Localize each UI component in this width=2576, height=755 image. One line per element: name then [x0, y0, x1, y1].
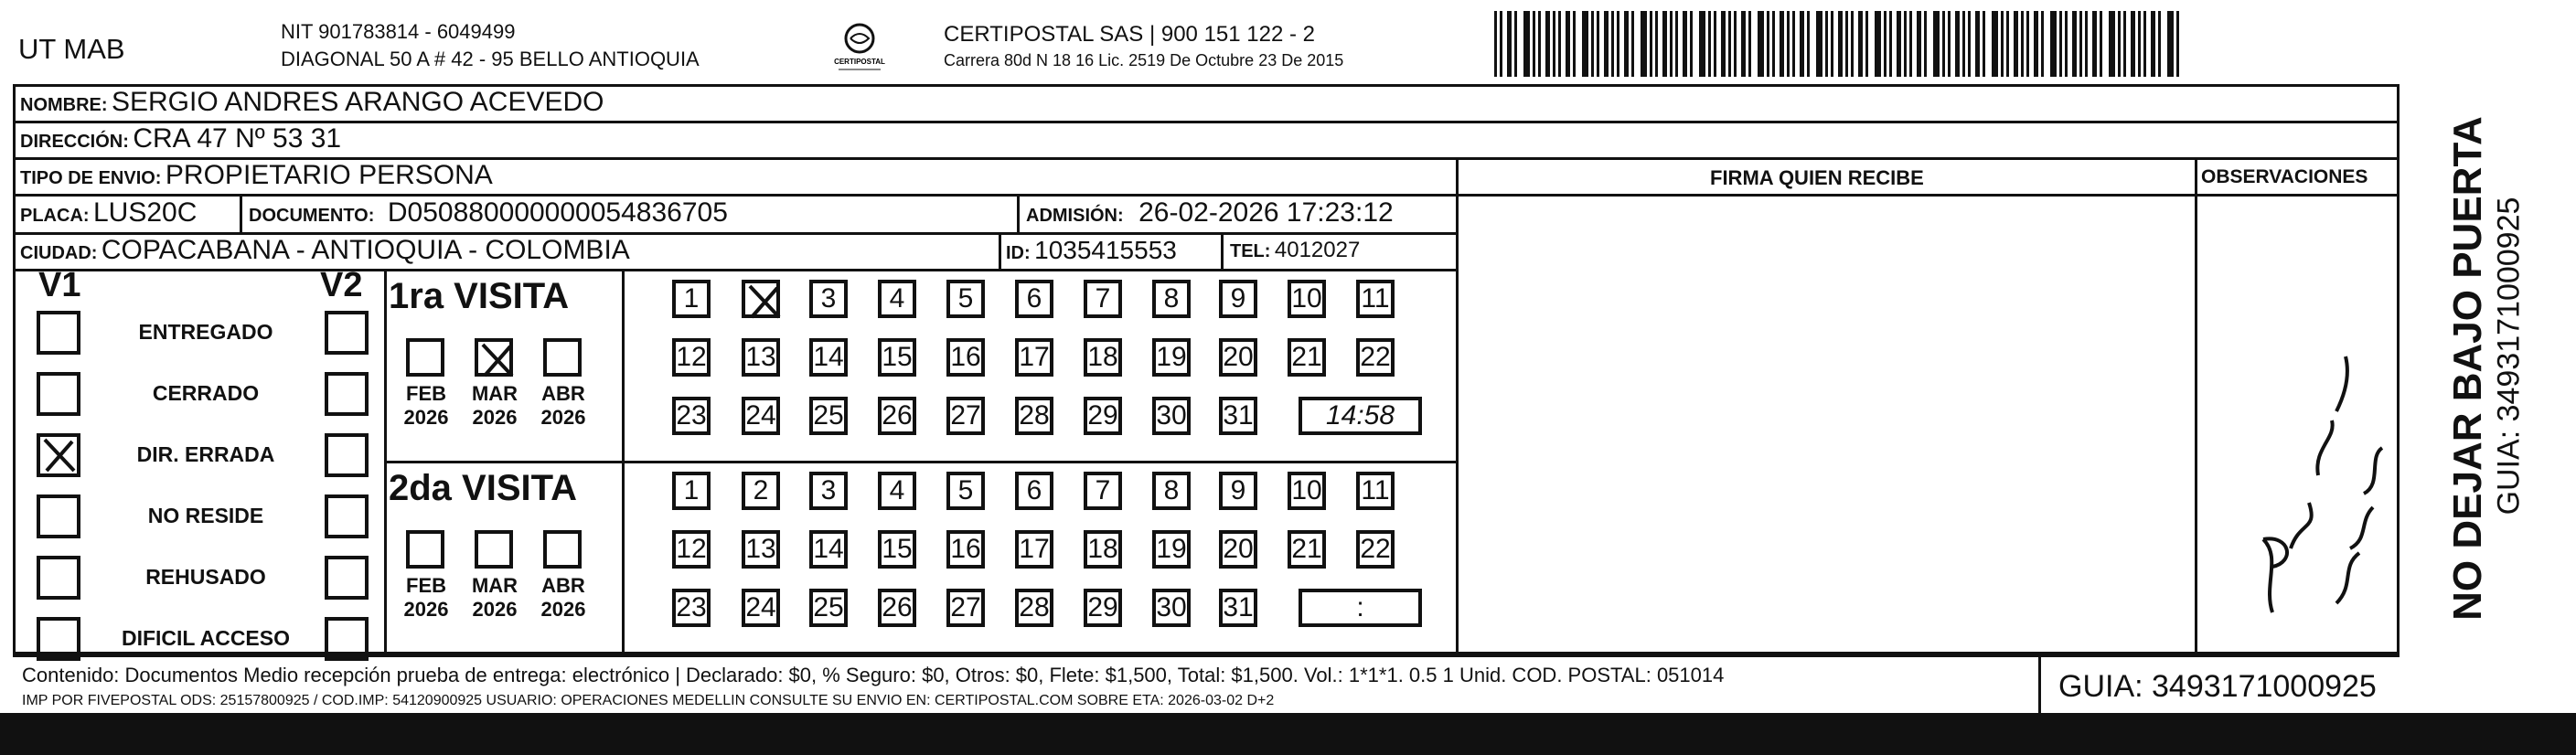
day-box[interactable]: 19	[1152, 338, 1191, 377]
day-box[interactable]: 1	[672, 472, 711, 510]
tel-row	[1230, 238, 1360, 263]
day-box[interactable]: 20	[1219, 530, 1257, 569]
day-box[interactable]: 25	[809, 589, 848, 627]
month-checkbox[interactable]	[406, 338, 444, 377]
nombre-row	[20, 87, 604, 118]
day-box[interactable]: 29	[1084, 589, 1122, 627]
day-box[interactable]: 14	[809, 530, 848, 569]
day-box[interactable]: 30	[1152, 589, 1191, 627]
side-vertical	[2400, 84, 2576, 654]
day-box[interactable]: 17	[1015, 530, 1053, 569]
day-box[interactable]: 24	[742, 589, 780, 627]
tipo-envio-value: PROPIETARIO PERSONA	[165, 160, 493, 190]
day-box[interactable]: 29	[1084, 397, 1122, 435]
documento-value: D050880000000054836705	[387, 197, 728, 228]
day-box[interactable]: 7	[1084, 472, 1122, 510]
x-mark-icon	[39, 436, 78, 474]
month-checkbox[interactable]	[543, 338, 582, 377]
month-label: MAR 2026	[471, 574, 518, 621]
svg-text:CERTIPOSTAL: CERTIPOSTAL	[834, 58, 885, 66]
v1-status-checkbox[interactable]	[37, 311, 80, 355]
day-box[interactable]: 23	[672, 397, 711, 435]
id-row	[1006, 236, 1177, 265]
day-box[interactable]: 10	[1288, 280, 1326, 318]
placa-value: LUS20C	[93, 197, 198, 228]
barcode-graphic	[1494, 11, 2185, 77]
ciudad-label: CIUDAD:	[20, 243, 98, 263]
footer-imp: IMP POR FIVEPOSTAL ODS: 25157800925 / COD.IMP: 54120900925 USUARIO: OPERACIONES MEDELLIN CONSULTE SU ENVIO EN: CERTIPOSTAL.COM SOBRE ETA: 2026-03-02 D+2	[22, 693, 1275, 708]
day-box[interactable]: 18	[1084, 530, 1122, 569]
day-box[interactable]: 25	[809, 397, 848, 435]
tel-value: 4012027	[1274, 238, 1361, 262]
day-box[interactable]	[742, 280, 780, 318]
day-box[interactable]: 4	[878, 280, 916, 318]
day-box[interactable]: 3	[809, 472, 848, 510]
v2-status-checkbox[interactable]	[325, 311, 369, 355]
status-label: DIFICIL ACCESO	[121, 626, 290, 650]
day-box[interactable]: 22	[1356, 338, 1395, 377]
x-mark-icon	[477, 341, 516, 379]
x-mark-icon	[744, 282, 783, 321]
v2-status-checkbox[interactable]	[325, 494, 369, 538]
admision-row	[1026, 197, 1394, 229]
id-label: ID:	[1006, 243, 1031, 263]
day-box[interactable]: 12	[672, 338, 711, 377]
placa-label: PLACA:	[20, 206, 90, 226]
footer-guia: GUIA: 3493171000925	[2058, 669, 2377, 704]
v1-status-checkbox[interactable]	[37, 372, 80, 416]
sender-address: DIAGONAL 50 A # 42 - 95 BELLO ANTIOQUIA	[281, 48, 700, 70]
day-box[interactable]: 27	[946, 589, 985, 627]
v2-status-checkbox[interactable]	[325, 372, 369, 416]
status-label: DIR. ERRADA	[136, 442, 275, 466]
direccion-value: CRA 47 Nº 53 31	[133, 123, 342, 154]
month-checkbox[interactable]	[475, 530, 513, 569]
handwritten-observation	[2208, 338, 2391, 622]
day-box[interactable]: 11	[1356, 472, 1395, 510]
second-visit-title: 2da VISITA	[389, 468, 577, 508]
status-label: CERRADO	[152, 381, 260, 405]
month-checkbox[interactable]	[475, 338, 513, 377]
month-checkbox[interactable]	[543, 530, 582, 569]
day-box[interactable]: 26	[878, 397, 916, 435]
status-label: REHUSADO	[145, 565, 266, 589]
day-box[interactable]: 24	[742, 397, 780, 435]
v2-status-checkbox[interactable]	[325, 433, 369, 477]
time-box[interactable]: 14:58	[1299, 397, 1422, 435]
id-value: 1035415553	[1034, 236, 1177, 264]
month-label: MAR 2026	[471, 382, 518, 429]
first-visit-title: 1ra VISITA	[389, 276, 570, 316]
day-box[interactable]: 11	[1356, 280, 1395, 318]
day-box[interactable]: 14	[809, 338, 848, 377]
certipostal-logo-icon	[828, 20, 892, 75]
tel-label: TEL:	[1230, 241, 1271, 261]
month-checkbox[interactable]	[406, 530, 444, 569]
day-box[interactable]: 19	[1152, 530, 1191, 569]
day-box[interactable]: 22	[1356, 530, 1395, 569]
v2-status-checkbox[interactable]	[325, 556, 369, 600]
month-label: ABR 2026	[540, 574, 586, 621]
admision-value: 26-02-2026 17:23:12	[1138, 197, 1394, 228]
day-box[interactable]: 17	[1015, 338, 1053, 377]
day-box[interactable]: 18	[1084, 338, 1122, 377]
time-box[interactable]: :	[1299, 589, 1422, 627]
documento-label: DOCUMENTO:	[249, 206, 375, 226]
observaciones-label: OBSERVACIONES	[2201, 166, 2368, 187]
day-box[interactable]: 13	[742, 338, 780, 377]
tipo-envio-label: TIPO DE ENVIO:	[20, 168, 162, 188]
day-box[interactable]: 12	[672, 530, 711, 569]
month-label: FEB 2026	[403, 574, 449, 621]
documento-row	[249, 197, 728, 229]
day-box[interactable]: 5	[946, 472, 985, 510]
day-box[interactable]: 16	[946, 338, 985, 377]
day-box[interactable]: 1	[672, 280, 711, 318]
month-label: FEB 2026	[403, 382, 449, 429]
day-box[interactable]: 6	[1015, 280, 1053, 318]
day-box[interactable]: 20	[1219, 338, 1257, 377]
carrier-address: Carrera 80d N 18 16 Lic. 2519 De Octubre 23 De 2015	[944, 51, 1344, 69]
status-label: NO RESIDE	[147, 504, 264, 527]
day-box[interactable]: 28	[1015, 589, 1053, 627]
tipo-envio-row	[20, 160, 493, 191]
direccion-label: DIRECCIÓN:	[20, 132, 129, 152]
firma-label: FIRMA QUIEN RECIBE	[1710, 166, 1924, 189]
sender-name: UT MAB	[18, 33, 125, 65]
day-box[interactable]: 31	[1219, 397, 1257, 435]
day-box[interactable]: 27	[946, 397, 985, 435]
guia-vertical: GUIA: 3493171000925	[2491, 197, 2527, 516]
day-box[interactable]: 2	[742, 472, 780, 510]
nombre-label: NOMBRE:	[20, 95, 108, 115]
day-box[interactable]: 13	[742, 530, 780, 569]
ciudad-value: COPACABANA - ANTIOQUIA - COLOMBIA	[101, 235, 630, 265]
no-dejar-bajo-puerta: NO DEJAR BAJO PUERTA	[2445, 116, 2490, 621]
month-label: ABR 2026	[540, 382, 586, 429]
footer-contenido: Contenido: Documentos Medio recepción prueba de entrega: electrónico | Declarado: $0, % Seguro: $0, Otros: $0, Flete: $1,500, Total: $1,500. Vol.: 1*1*1. 0.5 1 Unid. COD. POSTAL: 051014	[22, 664, 1725, 686]
status-label: ENTREGADO	[138, 320, 273, 344]
v1-status-checkbox[interactable]	[37, 556, 80, 600]
day-box[interactable]: 5	[946, 280, 985, 318]
day-box[interactable]: 6	[1015, 472, 1053, 510]
day-box[interactable]: 21	[1288, 530, 1326, 569]
day-box[interactable]: 3	[809, 280, 848, 318]
admision-label: ADMISIÓN:	[1026, 206, 1124, 226]
day-box[interactable]: 10	[1288, 472, 1326, 510]
v1-label: V1	[38, 266, 81, 304]
v2-label: V2	[320, 266, 363, 304]
carrier-logo	[828, 20, 892, 75]
day-box[interactable]: 7	[1084, 280, 1122, 318]
day-box[interactable]: 31	[1219, 589, 1257, 627]
v1-status-checkbox[interactable]	[37, 433, 80, 477]
day-box[interactable]: 8	[1152, 280, 1191, 318]
bottom-bar	[0, 713, 2576, 755]
v1-status-checkbox[interactable]	[37, 494, 80, 538]
handwriting-mark	[2208, 338, 2391, 622]
day-box[interactable]: 28	[1015, 397, 1053, 435]
day-box[interactable]: 23	[672, 589, 711, 627]
sender-nit: NIT 901783814 - 6049499	[281, 20, 516, 43]
day-box[interactable]: 30	[1152, 397, 1191, 435]
day-box[interactable]: 15	[878, 530, 916, 569]
barcode	[1494, 11, 2185, 77]
direccion-row	[20, 123, 341, 154]
day-box[interactable]: 16	[946, 530, 985, 569]
nombre-value: SERGIO ANDRES ARANGO ACEVEDO	[112, 87, 604, 117]
day-box[interactable]: 8	[1152, 472, 1191, 510]
day-box[interactable]: 21	[1288, 338, 1326, 377]
day-box[interactable]: 15	[878, 338, 916, 377]
day-box[interactable]: 9	[1219, 280, 1257, 318]
carrier-line: CERTIPOSTAL SAS | 900 151 122 - 2	[944, 22, 1315, 47]
placa-row	[20, 197, 197, 229]
ciudad-row	[20, 235, 630, 266]
day-box[interactable]: 26	[878, 589, 916, 627]
day-box[interactable]: 4	[878, 472, 916, 510]
day-box[interactable]: 9	[1219, 472, 1257, 510]
